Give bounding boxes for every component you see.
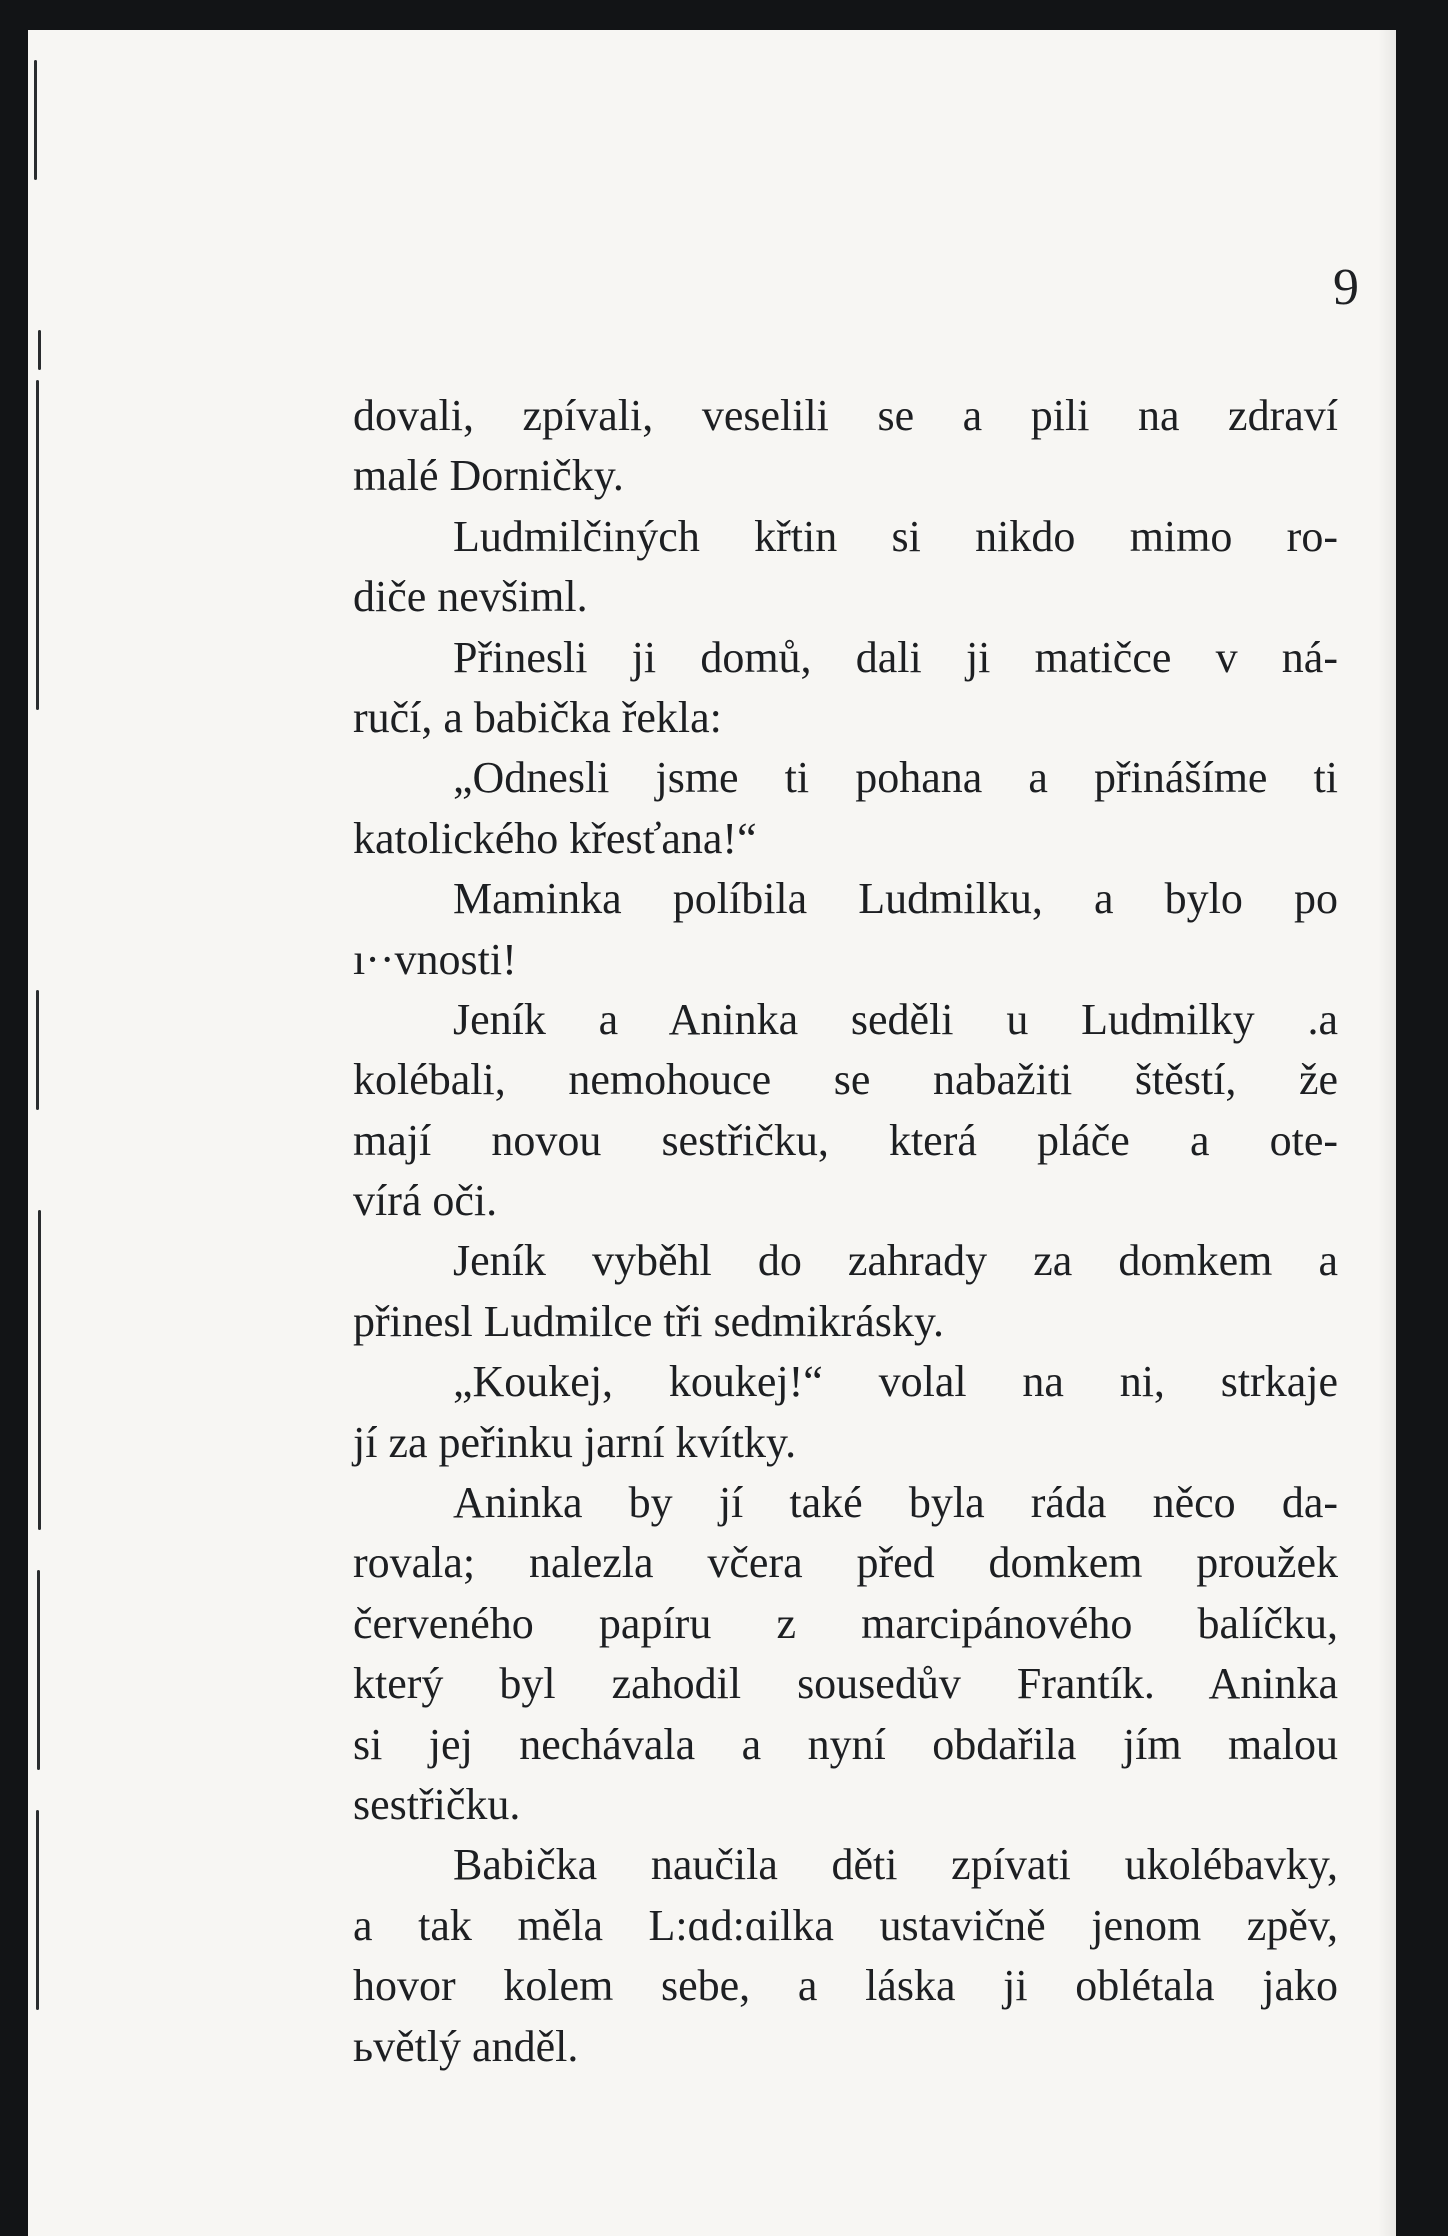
text-line: „Koukej, koukej!“ volal na ni, strkaje [453,1357,1338,1407]
text-line: vírá oči. [353,1176,498,1226]
text-line: „Odnesli jsme ti pohana a přinášíme ti [453,753,1338,803]
binding-mark [36,1810,39,2010]
binding-mark [38,330,41,370]
text-line: Ludmilčiných křtin si nikdo mimo ro- [453,511,1338,561]
body-text [353,386,1338,2077]
text-line: si jej nechávala a nyní obdařila jím malou [353,1719,1338,1769]
book-page [28,30,1396,2236]
text-line: Přinesli ji domů, dali ji matičce v ná- [453,632,1338,682]
text-line: Maminka políbila Ludmilku, a bylo po [453,874,1338,924]
text-line: a tak měla L:ɑd:ɑilka ustavičně jenom zpěv, [353,1900,1338,1950]
text-line: ьvětlý anděl. [353,2021,579,2071]
page-number: 9 [1333,259,1359,316]
text-line: Jeník a Aninka seděli u Ludmilky .a [453,994,1338,1044]
text-line: Jeník vyběhl do zahrady za domkem a [453,1236,1338,1286]
binding-mark [37,1570,40,1770]
text-line: jí za peřinku jarní kvítky. [353,1417,797,1467]
text-line: katolického křesťana!“ [353,813,757,863]
text-line: ı··vnosti! [353,934,517,984]
text-line: červeného papíru z marcipánového balíčku, [353,1598,1338,1648]
text-line: Babička naučila děti zpívati ukolébavky, [453,1840,1338,1890]
text-line: hovor kolem sebe, a láska ji oblétala jako [353,1961,1338,2011]
binding-mark [34,60,37,180]
text-line: diče nevšiml. [353,572,588,622]
text-line: Aninka by jí také byla ráda něco da- [453,1478,1338,1528]
text-line: který byl zahodil sousedův Frantík. Aninka [353,1659,1338,1709]
text-line: rovala; nalezla včera před domkem proužek [353,1538,1338,1588]
text-line: kolébali, nemohouce se nabažiti štěstí, že [353,1055,1338,1105]
text-line: ručí, a babička řekla: [353,692,722,742]
text-line: dovali, zpívali, veselili se a pili na zdraví [353,391,1338,440]
binding-mark [36,990,39,1110]
text-line: sestřičku. [353,1779,521,1829]
text-line: mají novou sestřičku, která pláče a ote- [353,1115,1338,1165]
binding-mark [36,380,39,710]
page-edge-shadow [1378,30,1396,2236]
text-line: malé Dorničky. [353,451,624,501]
text-line: přinesl Ludmilce tři sedmikrásky. [353,1296,945,1346]
binding-mark [38,1210,41,1530]
